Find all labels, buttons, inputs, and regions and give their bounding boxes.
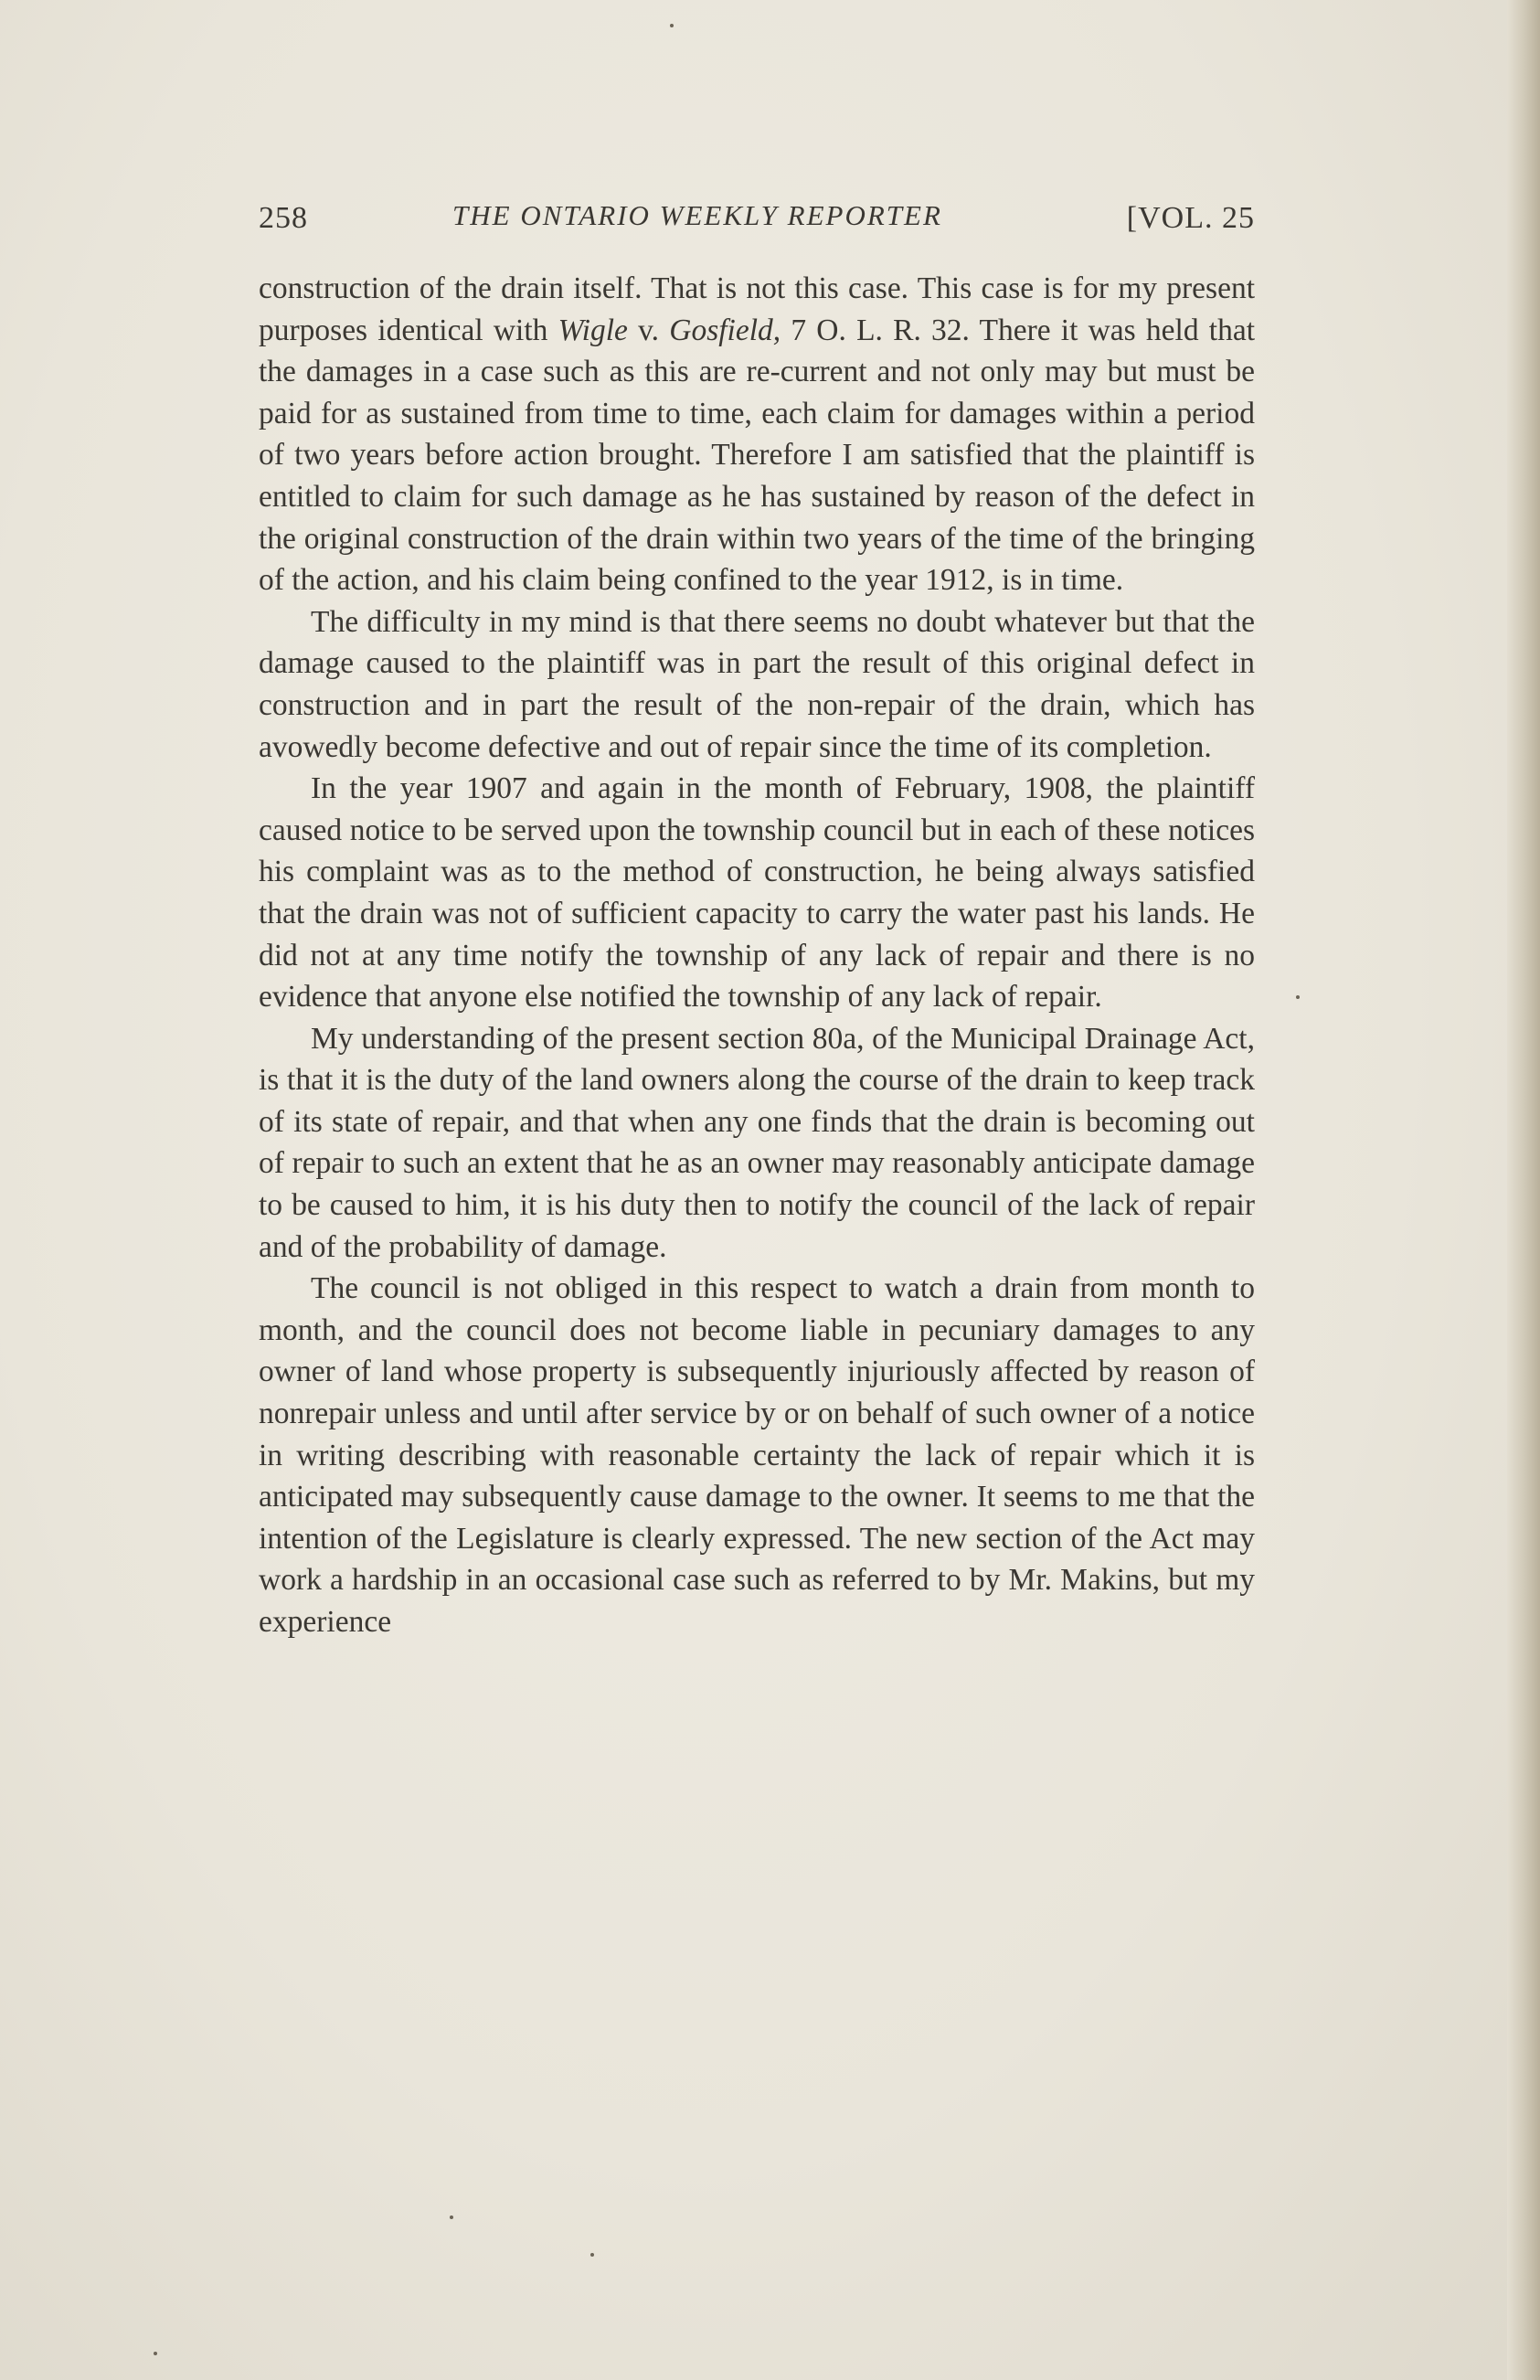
page-number: 258 xyxy=(259,201,308,235)
paper-speck xyxy=(1296,995,1300,999)
paper-speck xyxy=(450,2215,453,2219)
paper-speck xyxy=(154,2352,157,2355)
running-title: THE ONTARIO WEEKLY REPORTER xyxy=(452,199,942,231)
paragraph-1-text-c: 7 O. L. R. 32. There it was held that the damages in a case such as this are re-current and not only may but must be paid for as sustained from time to time, each claim for damages within a period of two years before action brought. Therefore I am satisfied that the plaintiff is entitled to claim for such damage as he has sustained by reason of the defect in the original construction of the drain within two years of the time of the bringing of the action, and his claim being confined to the year 1912, is in time. xyxy=(259,313,1256,598)
body-text xyxy=(259,268,1255,1643)
paragraph-1-text-b: v. xyxy=(627,313,670,347)
paragraph-3: In the year 1907 and again in the month of February, 1908, the plaintiff caused notice to be served upon the township council but in each of these notices his complaint was as to the method of construction, he being always satisfied that the drain was not of sufficient capacity to carry the water past his lands. He did not at any time notify the township of any lack of repair and there is no evidence that anyone else notified the township of any lack of repair. xyxy=(259,771,1255,1015)
paragraph-5: The council is not obliged in this respect to watch a drain from month to month, and the council does not become liable in pecuniary damages to any owner of land whose property is subsequently injuriously affected by reason of nonrepair unless and until after service by or on behalf of such owner of a notice in writing describing with reasonable certainty the lack of repair which it is anticipated may subsequently cause damage to the owner. It seems to me that the intention of the Legislature is clearly expressed. The new section of the Act may work a hardship in an occasional case such as referred to by Mr. Makins, but my experience xyxy=(259,1271,1255,1639)
page-edge-shadow xyxy=(1507,0,1540,2380)
volume-label: [VOL. 25 xyxy=(1126,201,1255,235)
paragraph-1-text-a: construction of the drain itself. That is not this case. This case is for my present purposes identical with xyxy=(259,271,1255,347)
running-header xyxy=(259,192,1255,247)
case-name-wigle: Wigle xyxy=(558,313,628,347)
paper-speck xyxy=(590,2253,594,2257)
case-name-gosfield: Gosfield, xyxy=(669,313,781,347)
paragraph-2: The difficulty in my mind is that there seems no doubt whatever but that the damage caused to the plaintiff was in part the result of this original defect in construction and in part the result of the non-repair of the drain, which has avowedly become defective and out of repair since the time of its completion. xyxy=(259,604,1255,764)
paragraph-1 xyxy=(259,268,1255,601)
paragraph-4: My understanding of the present section 80a, of the Municipal Drainage Act, is that it is the duty of the land owners along the course of the drain to keep track of its state of repair, and that when any one finds that the drain is becoming out of repair to such an extent that he as an owner may reasonably anticipate damage to be caused to him, it is his duty then to notify the council of the lack of repair and of the probability of damage. xyxy=(259,1021,1255,1264)
paper-speck xyxy=(670,24,674,27)
